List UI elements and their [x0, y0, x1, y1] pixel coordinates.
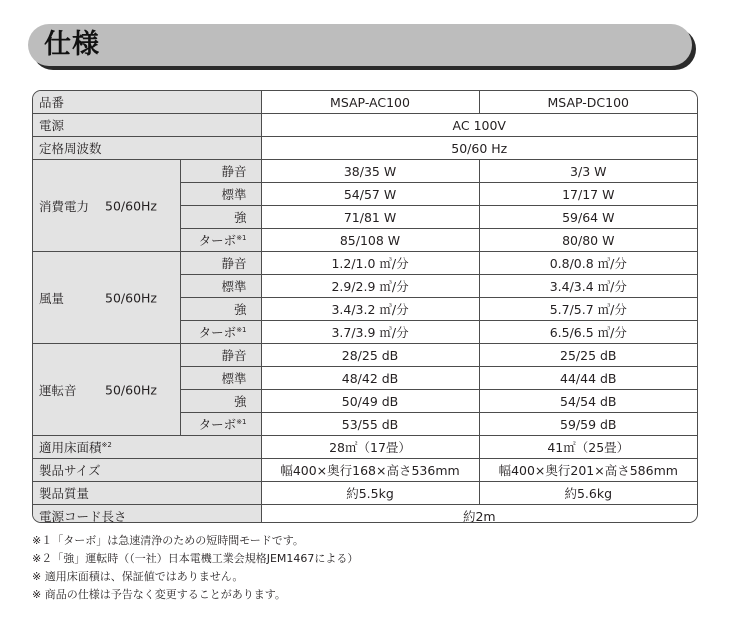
- weight-label: 製品質量: [33, 482, 261, 505]
- noise-label: 運転音: [39, 382, 77, 398]
- power-hz: 50/60Hz: [105, 198, 157, 213]
- table-row: [33, 252, 697, 275]
- row-model: [33, 91, 697, 114]
- floor-area-dc: 41㎡（25畳）: [479, 436, 697, 459]
- power-label: 消費電力: [39, 198, 90, 214]
- mode-label: 標準: [221, 371, 247, 386]
- floor-area-label-cell: [33, 436, 261, 459]
- power-dc-value: 3/3 W: [479, 160, 697, 183]
- noise-ac-value: 50/49 dB: [261, 390, 479, 413]
- footnote: ※ 適用床面積は、保証値ではありません。: [32, 570, 244, 583]
- airflow-group-header: [33, 252, 180, 344]
- footnotes: [32, 532, 692, 604]
- row-frequency: [33, 137, 697, 160]
- noise-mode: [180, 344, 261, 367]
- row-size: [33, 459, 697, 482]
- power-ac-value: 38/35 W: [261, 160, 479, 183]
- noise-dc-value: 25/25 dB: [479, 344, 697, 367]
- power-dc-value: 59/64 W: [479, 206, 697, 229]
- power-mode: [180, 206, 261, 229]
- airflow-dc-value: 0.8/0.8 ㎥/分: [479, 252, 697, 275]
- spec-table-frame: [32, 90, 698, 523]
- noise-ac-value: 53/55 dB: [261, 413, 479, 436]
- noise-mode: [180, 367, 261, 390]
- table-row: [33, 160, 697, 183]
- noise-dc-value: 59/59 dB: [479, 413, 697, 436]
- mode-label: 強: [234, 394, 247, 409]
- size-ac: 幅400×奥行168×高さ536mm: [261, 459, 479, 482]
- noise-mode: [180, 413, 261, 436]
- power-dc-value: 17/17 W: [479, 183, 697, 206]
- footnote-mark: ※1: [236, 418, 247, 426]
- power-mode: [180, 183, 261, 206]
- power-mode: [180, 160, 261, 183]
- frequency-label: 定格周波数: [33, 137, 261, 160]
- power-source-value: AC 100V: [261, 114, 697, 137]
- row-cord: [33, 505, 697, 524]
- model-ac: MSAP-AC100: [261, 91, 479, 114]
- noise-hz: 50/60Hz: [105, 382, 157, 397]
- mode-label: 静音: [221, 256, 247, 271]
- model-dc: MSAP-DC100: [479, 91, 697, 114]
- airflow-dc-value: 3.4/3.4 ㎥/分: [479, 275, 697, 298]
- footnote-mark: ※1: [236, 326, 247, 334]
- footnote: ※１「ターボ」は急速清浄のための短時間モードです。: [32, 534, 304, 547]
- mode-label: 強: [234, 210, 247, 225]
- mode-label: ターボ: [198, 325, 237, 340]
- size-label: 製品サイズ: [33, 459, 261, 482]
- footnote: ※ 商品の仕様は予告なく変更することがあります。: [32, 588, 286, 601]
- airflow-ac-value: 3.7/3.9 ㎥/分: [261, 321, 479, 344]
- mode-label: ターボ: [198, 233, 237, 248]
- mode-label: 静音: [221, 164, 247, 179]
- row-power-source: [33, 114, 697, 137]
- power-group-header: [33, 160, 180, 252]
- power-ac-value: 71/81 W: [261, 206, 479, 229]
- airflow-mode: [180, 298, 261, 321]
- airflow-mode: [180, 252, 261, 275]
- cord-label: 電源コード長さ: [33, 505, 261, 524]
- mode-label: 静音: [221, 348, 247, 363]
- power-dc-value: 80/80 W: [479, 229, 697, 252]
- airflow-hz: 50/60Hz: [105, 290, 157, 305]
- mode-label: 標準: [221, 279, 247, 294]
- row-weight: [33, 482, 697, 505]
- power-source-label: 電源: [33, 114, 261, 137]
- airflow-mode: [180, 275, 261, 298]
- floor-area-label: 適用床面積: [39, 440, 102, 455]
- weight-ac: 約5.5kg: [261, 482, 479, 505]
- title-bar: [28, 24, 696, 70]
- size-dc: 幅400×奥行201×高さ586mm: [479, 459, 697, 482]
- footnote-mark: ※1: [236, 234, 247, 242]
- airflow-ac-value: 3.4/3.2 ㎥/分: [261, 298, 479, 321]
- noise-dc-value: 44/44 dB: [479, 367, 697, 390]
- mode-label: 強: [234, 302, 247, 317]
- footnote-mark: ※2: [101, 441, 112, 449]
- power-mode: [180, 229, 261, 252]
- noise-dc-value: 54/54 dB: [479, 390, 697, 413]
- airflow-dc-value: 5.7/5.7 ㎥/分: [479, 298, 697, 321]
- footnote: ※２「強」運転時（（一社）日本電機工業会規格JEM1467による）: [32, 552, 359, 565]
- noise-ac-value: 48/42 dB: [261, 367, 479, 390]
- floor-area-ac: 28㎡（17畳）: [261, 436, 479, 459]
- title-bar-background: [28, 24, 692, 66]
- airflow-dc-value: 6.5/6.5 ㎥/分: [479, 321, 697, 344]
- row-floor-area: [33, 436, 697, 459]
- weight-dc: 約5.6kg: [479, 482, 697, 505]
- spec-table: [33, 91, 697, 523]
- mode-label: ターボ: [198, 417, 237, 432]
- noise-ac-value: 28/25 dB: [261, 344, 479, 367]
- noise-group-header: [33, 344, 180, 436]
- airflow-mode: [180, 321, 261, 344]
- power-ac-value: 54/57 W: [261, 183, 479, 206]
- power-ac-value: 85/108 W: [261, 229, 479, 252]
- table-row: [33, 344, 697, 367]
- mode-label: 標準: [221, 187, 247, 202]
- noise-mode: [180, 390, 261, 413]
- airflow-ac-value: 1.2/1.0 ㎥/分: [261, 252, 479, 275]
- airflow-ac-value: 2.9/2.9 ㎥/分: [261, 275, 479, 298]
- airflow-label: 風量: [39, 290, 65, 306]
- model-label: 品番: [33, 91, 261, 114]
- cord-value: 約2m: [261, 505, 697, 524]
- frequency-value: 50/60 Hz: [261, 137, 697, 160]
- page-title: 仕様: [44, 29, 100, 60]
